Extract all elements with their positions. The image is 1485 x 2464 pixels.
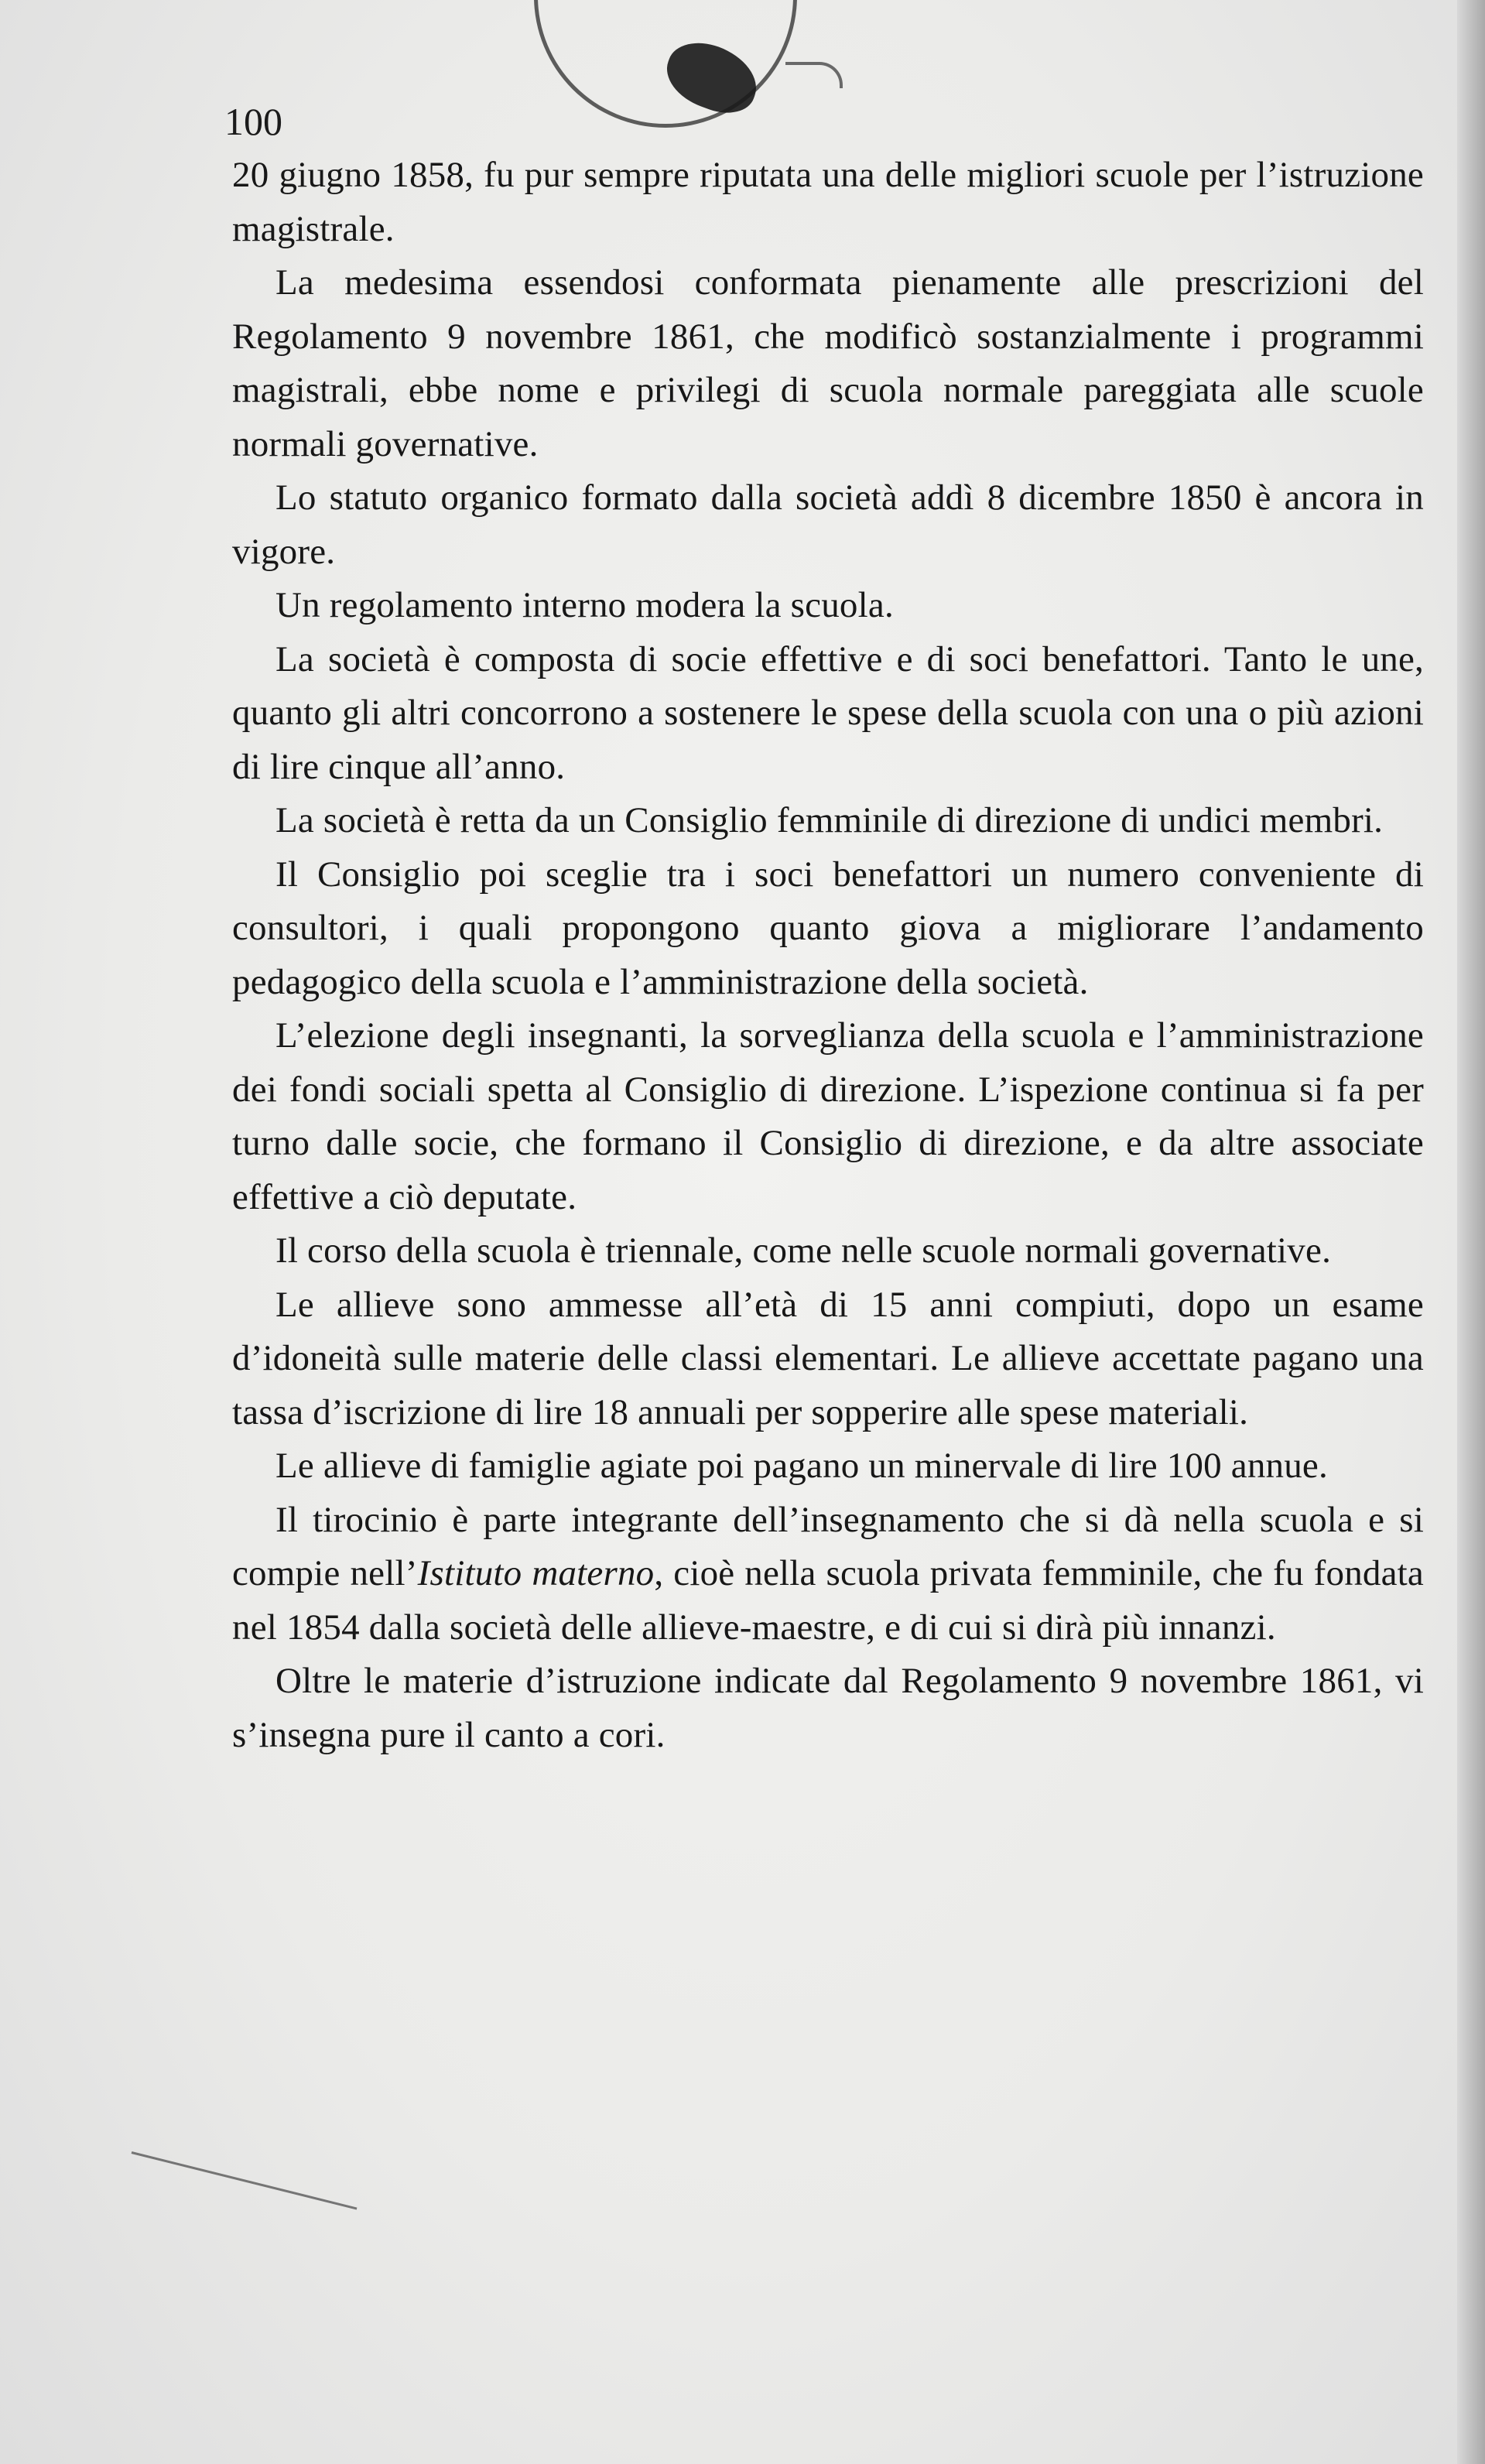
stamp-mark <box>785 62 843 88</box>
paragraph: 20 giugno 1858, fu pur sempre riputata una delle migliori scuole per l’istruzione magistrale. <box>232 155 1424 249</box>
pencil-mark <box>132 2151 358 2209</box>
paragraph: Un regolamento interno modera la scuola. <box>275 585 894 625</box>
paragraph: L’elezione degli insegnanti, la sorveglianza della scuola e l’amministrazione dei fondi sociali spetta al Consiglio di direzione. L’ispezione continua si fa per turno dalle socie, che formano il Consiglio di direzione, e da altre associate effettive a ciò deputate. <box>232 1015 1424 1217</box>
paragraph: La medesima essendosi conformata pienamente alle prescrizioni del Regolamento 9 novembre 1861, che modificò sostanzialmente i programmi magistrali, ebbe nome e privilegi di scuola normale pareggiata alle scuole normali governative. <box>232 262 1424 464</box>
paragraph: Le allieve di famiglie agiate poi pagano un minervale di lire 100 annue. <box>275 1446 1328 1486</box>
paragraph: La società è retta da un Consiglio femminile di direzione di undici membri. <box>275 800 1384 840</box>
paragraph: Il Consiglio poi sceglie tra i soci benefattori un numero conveniente di consultori, i quali propongono quanto giova a migliorare l’andamento pedagogico della scuola e l’amministrazione della società. <box>232 854 1424 1002</box>
paragraph: Oltre le materie d’istruzione indicate dal Regolamento 9 novembre 1861, vi s’insegna pure il canto a cori. <box>232 1661 1424 1755</box>
paragraph: Il corso della scuola è triennale, come nelle scuole normali governative. <box>275 1230 1332 1271</box>
page-edge-shadow <box>1457 0 1485 2464</box>
library-stamp <box>534 0 797 128</box>
paragraph: La società è composta di socie effettive e di soci benefattori. Tanto le une, quanto gli altri concorrono a sostenere le spese della scuola con una o più azioni di lire cinque all’anno. <box>232 638 1424 787</box>
paragraph: Il tirocinio è parte integrante dell’insegnamento che si dà nella scuola e si compie nell’Istituto materno, cioè nella scuola privata femminile, che fu fondata nel 1854 dalla società delle allieve-maestre, e di cui si dirà più innanzi. <box>232 1499 1424 1648</box>
paragraph: Lo statuto organico formato dalla società addì 8 dicembre 1850 è ancora in vigore. <box>232 477 1424 572</box>
italic-title: Istituto materno <box>417 1553 655 1593</box>
page-number: 100 <box>224 100 282 143</box>
paragraph: Le allieve sono ammesse all’età di 15 anni compiuti, dopo un esame d’idoneità sulle materie delle classi elementari. Le allieve accettate pagano una tassa d’iscrizione di lire 18 annuali per sopperire alle spese materiali. <box>232 1284 1424 1432</box>
body-text <box>232 149 1424 1762</box>
